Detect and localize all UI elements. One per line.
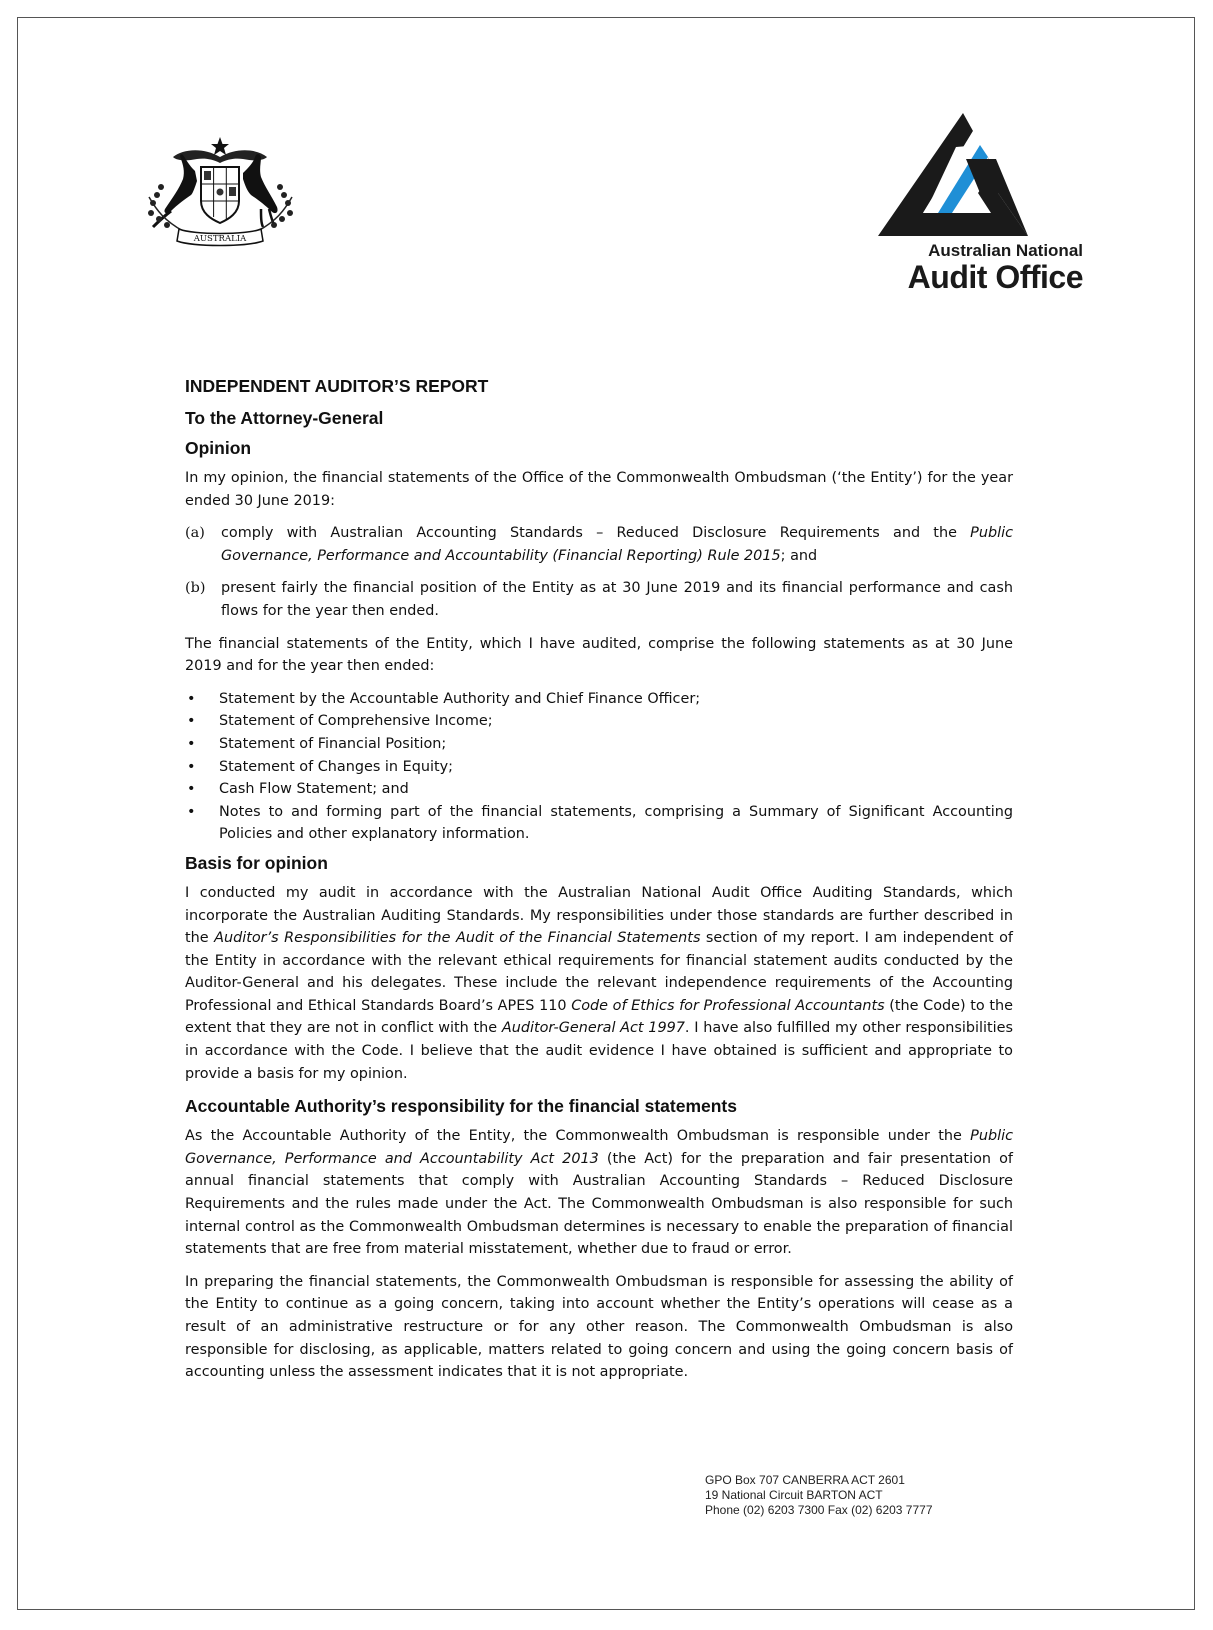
list-item: • Notes to and forming part of the financial statements, comprising a Summary of Significant Accounting Policies and other explanatory information.	[187, 803, 1013, 843]
opinion-intro: In my opinion, the financial statements of the Office of the Commonwealth Ombudsman (‘the Entity’) for the year ended 30 June 2019:	[185, 470, 1013, 509]
anao-name-line2: Audit Office	[907, 259, 1083, 295]
responsibility-heading: Accountable Authority’s responsibility for the financial statements	[185, 1096, 737, 1117]
anao-name-line1: Australian National	[928, 241, 1083, 260]
item-text: comply with Australian Accounting Standards – Reduced Disclosure Requirements and the Public Governance, Performance and Accountability (Financial Reporting) Rule 2015; and	[221, 525, 1013, 564]
item-marker: (a)	[185, 525, 205, 542]
anao-logo	[878, 113, 1083, 303]
list-item: • Statement of Comprehensive Income;	[187, 713, 493, 730]
responsibility-paragraph-1: As the Accountable Authority of the Entity, the Commonwealth Ombudsman is responsible under the Public Governance, Performance and Accountability Act 2013 (the Act) for the preparation and fair presentation of annual financial statements that comply with Australian Accounting Standards – Reduced Disclosure Requirements and the rules made under the Act. The Commonwealth Ombudsman is also responsible for such internal control as the Commonwealth Ombudsman determines is necessary to enable the preparation of financial statements that are free from material misstatement, whether due to fraud or error.	[185, 1128, 1013, 1258]
coat-of-arms-motto: AUSTRALIA	[193, 234, 247, 244]
report-addressee: To the Attorney-General	[185, 408, 384, 428]
opinion-item-b	[185, 577, 1013, 622]
footer-street: 19 National Circuit BARTON ACT	[705, 1488, 883, 1502]
report-title: INDEPENDENT AUDITOR’S REPORT	[185, 376, 489, 396]
coat-of-arms-logo	[143, 135, 298, 253]
basis-paragraph: I conducted my audit in accordance with the Australian National Audit Office Auditing Standards, which incorporate the Australian Auditing Standards. My responsibilities under those standards are further described in the Auditor’s Responsibilities for the Audit of the Financial Statements section of my report. I am independent of the Entity in accordance with the relevant ethical requirements for financial statement audits conducted by the Auditor-General and his delegates. These include the relevant independence requirements of the Accounting Professional and Ethical Standards Board’s APES 110 Code of Ethics for Professional Accountants (the Code) to the extent that they are not in conflict with the Auditor-General Act 1997. I have also fulfilled my other responsibilities in accordance with the Code. I believe that the audit evidence I have obtained is sufficient and appropriate to provide a basis for my opinion.	[185, 884, 1013, 1082]
footer-postal: GPO Box 707 CANBERRA ACT 2601	[705, 1473, 905, 1487]
list-item: • Statement of Changes in Equity;	[187, 758, 453, 775]
list-item: • Statement of Financial Position;	[187, 735, 447, 752]
opinion-heading: Opinion	[185, 438, 252, 458]
list-item: • Cash Flow Statement; and	[187, 781, 409, 798]
statements-intro: The financial statements of the Entity, which I have audited, comprise the following statements as at 30 June 2019 and for the year then ended:	[185, 635, 1013, 675]
list-item: • Statement by the Accountable Authority and Chief Finance Officer;	[187, 690, 701, 707]
anao-triangle-icon	[878, 113, 1083, 238]
item-text: present fairly the financial position of the Entity as at 30 June 2019 and its financial performance and cash flows for the year then ended.	[221, 580, 1013, 619]
statements-list	[185, 688, 1013, 846]
responsibility-paragraph-2: In preparing the financial statements, the Commonwealth Ombudsman is responsible for assessing the ability of the Entity to continue as a going concern, taking into account whether the Entity’s operations will cease as a result of an administrative restructure or for any other reason. The Commonwealth Ombudsman is also responsible for disclosing, as applicable, matters related to going concern and using the going concern basis of accounting unless the assessment indicates that it is not appropriate.	[185, 1273, 1013, 1381]
report-body	[185, 375, 1013, 1394]
opinion-item-a	[185, 522, 1013, 567]
item-marker: (b)	[185, 580, 206, 597]
basis-heading: Basis for opinion	[185, 852, 328, 873]
contact-footer	[705, 1473, 933, 1518]
footer-phone: Phone (02) 6203 7300 Fax (02) 6203 7777	[705, 1503, 933, 1517]
